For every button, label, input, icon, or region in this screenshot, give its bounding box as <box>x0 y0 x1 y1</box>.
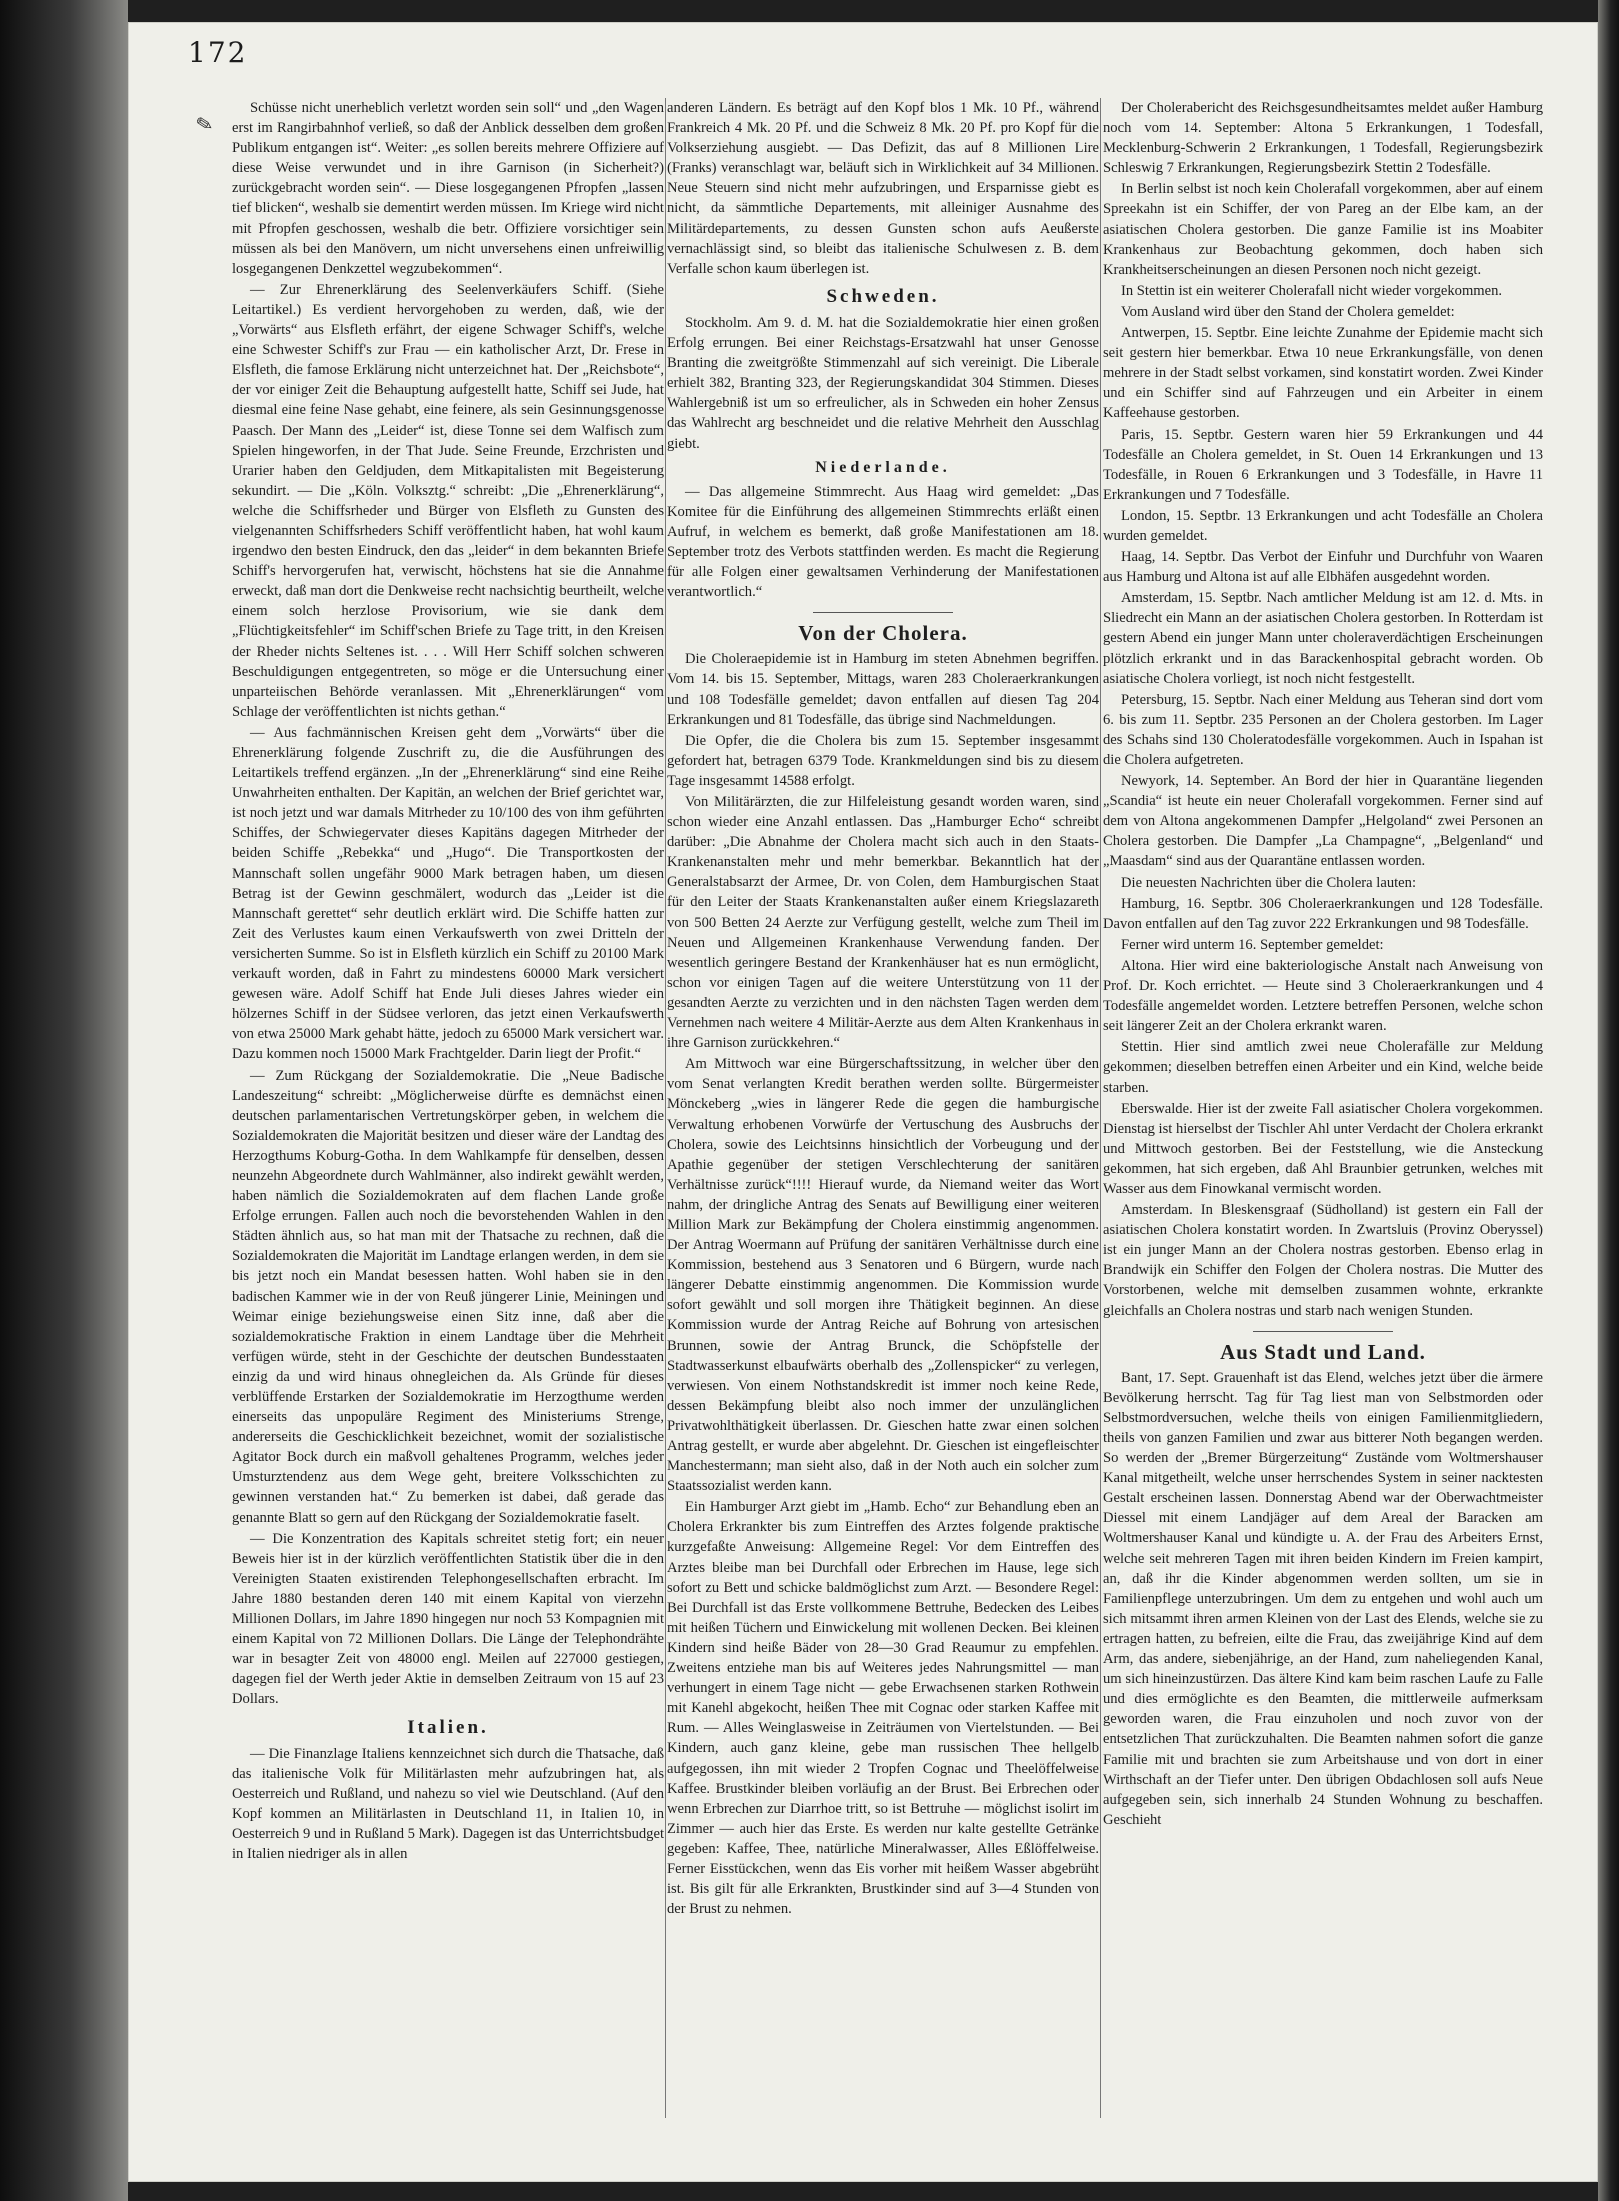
article-paragraph: Der Cholerabericht des Reichsgesundheitsamtes meldet außer Hamburg noch vom 14. September: Altona 5 Erkrankungen, 1 Todesfall, Mecklenburg-Schwerin 2 Erkrankungen, 1 Todesfall, Regierungsbezirk Schleswig 7 Erkrankungen, Regierungsbezirk Stettin 2 Todesfälle. <box>1103 100 1543 177</box>
article-paragraph: In Berlin selbst ist noch kein Cholerafall vorgekommen, aber auf einem Spreekahn ist ein Schiffer, der von Pareg an der Elbe kam, an der asiatischen Cholera gestorben. Die ganze Familie ist ins Moabiter Krankenhaus zur Beobachtung gekommen, doch haben sich Krankheitserscheinungen an diesen Personen noch nicht gezeigt. <box>1103 181 1543 278</box>
column-rule-2 <box>1100 98 1101 2118</box>
section-divider <box>1253 1331 1393 1332</box>
article-paragraph: Bant, 17. Sept. Grauenhaft ist das Elend, welches jetzt über die ärmere Bevölkerung herrscht. Tag für Tag liest man von Selbstmorden oder Selbstmordversuchen, welche theils von einigen Familienmitgliedern, theils von ganzen Familien und zwar aus bitterer Noth begangen werden. So werden der „Bremer Bürgerzeitung“ Zustände vom Woltmershauser Kanal mitgetheilt, welche unser herrschendes System in seiner nacktesten Gestalt erscheinen lassen. Donnerstag Abend war der Oberwachtmeister Diessel mit einem Landjäger auf dem Areal der Baracken am Woltmershauser Kanal und kündigte u. A. der Frau des Arbeiters Ernst, welche seit mehreren Tagen mit ihren beiden Kindern im Freien kampirt, an, daß ihr die Kinder abgenommen werden sollten, um sie in Familienpflege unterzubringen. Um dem zu entgehen und wohl auch um sich mitsammt ihren armen Kleinen von der Last des Elends, welche sie zu ertragen hatten, zu befreien, eilte die Frau, das zweijährige Kind auf dem Arm, das andere, siebenjährige, an der Hand, zum naheliegenden Kanal, um sich hineinzustürzen. Das ältere Kind kam beim raschen Laufe zu Falle und dies ermöglichte es den Beamten, die mittlerweile aufmerksam geworden waren, die Frau einzuholen und noch zuvor von der entsetzlichen That zurückzuhalten. Die Beamten nahmen sofort die ganze Familie mit und brachten sie zum Arbeitshause und von dort in einer Wirthschaft an der Tiefer unter. Den übrigen Obdachlosen soll aufs Neue aufgegeben sein, sich innerhalb 24 Stunden Wohnung zu beschaffen. Geschieht <box>1103 1369 1543 1828</box>
page-edge-shadow <box>1598 0 1619 2201</box>
article-paragraph: Schüsse nicht unerheblich verletzt worden sein soll“ und „den Wagen erst im Rangirbahnhof verließ, so daß der Anblick desselben dem großen Publikum entgangen ist“. Weiter: „es sollen bereits mehrere Offiziere auf diese Weise verwundet und in ihre Garnison (in Sicherheit?) zurückgebracht worden sein“. — Diese losgegangenen Pfropfen „lassen tief blicken“, weshalb sie dementirt werden müssen. Im Kriege wird nicht mit Pfropfen geschossen, weshalb die betr. Offiziere vorsichtiger sein müssen als bei den Manövern, um nicht unversehens einen unfreiwillig losgegangenen Denkzettel wegzubekommen“. <box>232 100 664 277</box>
column-2 <box>667 98 1099 1920</box>
article-paragraph: Newyork, 14. September. An Bord der hier in Quarantäne liegenden „Scandia“ ist heute ein neuer Cholerafall vorgekommen. Ferner sind auf dem von Altona angekommenen Dampfer „Helgoland“ zwei Personen an Cholera gestorben. Die Dampfer „La Champagne“, „Belgenland“ und „Maasdam“ sind aus der Quarantäne entlassen worden. <box>1103 773 1543 870</box>
article-paragraph: — Aus fachmännischen Kreisen geht dem „Vorwärts“ über die Ehrenerklärung folgende Zuschrift zu, die die Ausführungen des Leitartikels treffend ergänzen. „In der „Ehrenerklärung“ sind eine Reihe Unwahrheiten enthalten. Der Kapitän, an welchen der Brief gerichtet war, ist noch jetzt und war damals Mitrheder zu 10/100 des von ihm geführten Schiffes, der Schwiegervater dieses Kapitäns dagegen Mitrheder der beiden Schiffe „Rebekka“ und „Hugo“. Die Transportkosten der Mannschaft sollen ungefähr 9000 Mark betragen haben, um diesen Betrag ist der Gewinn geschmälert, wodurch das „Leider ist die Mannschaft gerettet“ sehr deutlich erklärt wird. Die Schiffe hatten zur Zeit des Verlustes kaum einen Verkaufswerth von zwei Dritteln der versicherten Summe. So ist in Elsfleth kürzlich ein Schiff zu 20100 Mark verkauft worden, daß in Fahrt zu mindestens 60000 Mark versichert gewesen wäre. Adolf Schiff hat Ende Juli dieses Jahres wieder ein hölzernes Schiff in der Südsee verloren, das jetzt einen Verkaufswerth von etwa 25000 Mark gehabt hätte, jedoch zu 65000 Mark versichert war. Dazu kommen noch 15000 Mark Frachtgelder. Darin liegt der Profit.“ <box>232 724 664 1063</box>
section-divider <box>813 612 953 613</box>
article-paragraph: Amsterdam. In Bleskensgraaf (Südholland) ist gestern ein Fall der asiatischen Cholera konstatirt worden. In Zwartsluis (Provinz Oberyssel) ist ein junger Mann an der Cholera nostras gestorben. Ebenso erlag in Brandwijk ein Schiffer den Folgen der Cholera nostras. Die Mutter des Vorstorbenen, welche mit demselben zusammen wohnte, erkrankte gleichfalls an Cholera nostras und starb nach wenigen Stunden. <box>1103 1202 1543 1319</box>
article-paragraph: Die neuesten Nachrichten über die Cholera lauten: <box>1121 874 1416 891</box>
article-paragraph: Antwerpen, 15. Septbr. Eine leichte Zunahme der Epidemie macht sich seit gestern hier bemerkbar. Etwa 10 neue Erkrankungsfälle, von denen mehrere in der Stadt selbst vorkamen, sind konstatirt worden. Zwei Kinder und ein Schiffer sind auf Fahrzeugen und ein Arbeiter in einem Kaffeehause gestorben. <box>1103 325 1543 422</box>
section-heading-cholera: Von der Cholera. <box>798 621 968 646</box>
column-3 <box>1103 98 1543 1831</box>
book-binding-shadow <box>0 0 128 2201</box>
article-paragraph: Die Choleraepidemie ist in Hamburg im steten Abnehmen begriffen. Vom 14. bis 15. September, Mittags, waren 283 Choleraerkrankungen und 108 Todesfälle gemeldet; davon entfallen auf diesen Tag 204 Erkrankungen und 81 Todesfälle, das übrige sind Nachmeldungen. <box>667 651 1099 728</box>
section-heading-italien: Italien. <box>407 1716 489 1738</box>
article-paragraph: Stockholm. Am 9. d. M. hat die Sozialdemokratie hier einen großen Erfolg errungen. Bei einer Reichstags-Ersatzwahl hat unser Genosse Branting die zweitgrößte Stimmenzahl auf sich vereinigt. Die Liberale erhielt 382, Branting 323, der Regierungskandidat 304 Stimmen. Dieses Wahlergebniß ist um so erfreulicher, als in Schweden ein hoher Zensus das Wahlrecht arg beschneidet und die relative Mehrheit den Ausschlag giebt. <box>667 314 1099 452</box>
article-paragraph: Altona. Hier wird eine bakteriologische Anstalt nach Anweisung von Prof. Dr. Koch errichtet. — Heute sind 3 Choleraerkrankungen und 4 Todesfälle angemeldet worden. Letztere betreffen Personen, welche schon seit längerer Zeit an der Cholera erkrankt waren. <box>1103 957 1543 1035</box>
article-paragraph: Vom Ausland wird über den Stand der Cholera gemeldet: <box>1121 303 1455 320</box>
column-rule-1 <box>665 98 666 2118</box>
article-paragraph: London, 15. Septbr. 13 Erkrankungen und acht Todesfälle an Cholera wurden gemeldet. <box>1103 507 1543 544</box>
article-paragraph: — Die Finanzlage Italiens kennzeichnet sich durch die Thatsache, daß das italienische Volk für Militärlasten mehr aufzubringen hat, als Oesterreich und Rußland, und nahezu so viel wie Deutschland. (Auf den Kopf kommen an Militärlasten in Deutschland 11, in Italien 10, in Oesterreich 9 und in Rußland 5 Mark). Dagegen ist das Unterrichtsbudget in Italien niedriger als in allen <box>232 1745 664 1863</box>
article-paragraph: Hamburg, 16. Septbr. 306 Choleraerkrankungen und 128 Todesfälle. Davon entfallen auf den Tag zuvor 222 Erkrankungen und 98 Todesfälle. <box>1103 895 1543 932</box>
section-heading-schweden: Schweden. <box>826 285 940 307</box>
article-paragraph: Amsterdam, 15. Septbr. Nach amtlicher Meldung ist am 12. d. Mts. in Sliedrecht ein Mann an der asiatischen Cholera gestorben. In Rotterdam ist gestern Abend ein junger Mann unter choleraverdächtigen Erscheinungen plötzlich erkrankt und in das Barackenhospital gebracht worden. Ob asiatische Cholera vorliegt, ist noch nicht festgestellt. <box>1103 590 1543 687</box>
article-paragraph: Ein Hamburger Arzt giebt im „Hamb. Echo“ zur Behandlung eben an Cholera Erkrankter bis zum Eintreffen des Arztes folgende praktische kurzgefaßte Anweisung: Allgemeine Regel: Vor dem Eintreffen des Arztes bleibe man bei Durchfall oder Erbrechen im Hause, lege sich sofort zu Bett und schicke baldmöglichst zum Arzt. — Besondere Regel: Bei Durchfall ist das Erste vollkommene Bettruhe, Bedecken des Leibes mit heißen Tüchern und Einwickelung mit wollenen Decken. Bei kleinen Kindern sind heiße Bäder von 28—30 Grad Reaumur zu empfehlen. Zweitens entziehe man bis auf Weiteres jedes Nahrungsmittel — man verhungert in einem Tage nicht — gebe Erwachsenen starken Rothwein mit Kanehl abgekocht, heißen Thee mit Cognac oder starken Kaffee mit Rum. — Alles Weinglasweise in Zeiträumen von Viertelstunden. — Bei Kindern, auch ganz kleine, gebe man russischen Thee hellgelb aufgegossen, ihn mit wieder 2 Tropfen Cognac und Theelöffelweise Kaffee. Brustkinder bleiben vorläufig an der Brust. Bei Erbrechen oder wenn Erbrechen zur Diarrhoe tritt, so ist Bettruhe — möglichst isolirt im Zimmer — auch hier das Erste. Es werden nur kalte gestellte Getränke gegeben: Kaffee, Thee, natürliche Mineralwasser, Alles Eßlöffelweise. Ferner Eisstückchen, wenn das Eis vorher mit heißem Wasser abgebrüht ist. Bis gilt für alle Erkrankten, Brustkinder sind auf 3—4 Stunden von der Brust zu nehmen. <box>667 1499 1099 1918</box>
article-paragraph: — Das allgemeine Stimmrecht. Aus Haag wird gemeldet: „Das Komitee für die Einführung des allgemeinen Stimmrechts erläßt einen Aufruf, in welchem es bemerkt, daß große Manifestationen am 18. September trotz des Verbots stattfinden werden. Es macht die Regierung für alle Folgen einer gewaltsamen Verhinderung der Manifestationen verantwortlich.“ <box>667 483 1099 601</box>
article-paragraph: Ferner wird unterm 16. September gemeldet: <box>1121 936 1384 953</box>
article-paragraph: — Die Konzentration des Kapitals schreitet stetig fort; ein neuer Beweis hier ist in der kürzlich veröffentlichten Statistik über die in den Vereinigten Staaten existirenden Telephongesellschaften erbracht. Im Jahre 1880 bestanden deren 140 mit einem Kapital von vierzehn Millionen Dollars, im Jahre 1890 hingegen nur noch 53 Kompagnien mit einem Kapital von 72 Millionen Dollars. Die Länge der Telephondrähte war in besagter Zeit von 48000 engl. Meilen auf 227000 gestiegen, dagegen fiel der Werth jeder Aktie in demselben Zeitraum von 15 auf 23 Dollars. <box>232 1530 664 1708</box>
article-paragraph: — Zur Ehrenerklärung des Seelenverkäufers Schiff. (Siehe Leitartikel.) Es verdient hervorgehoben zu werden, daß, wie der „Vorwärts“ aus Elsfleth erfährt, der eigene Schwager Schiff's, welche eine Schwester Schiff's zur Frau — ein katholischer Arzt, Dr. Frese in Elsfleth, die famose Erklärung nicht unterzeichnet hat. Der „Reichsbote“, der vor einiger Zeit die Behauptung aufgestellt hatte, Schiff sei Jude, hat diesmal eine feine Nase gehabt, eine feinere, als sein Gesinnungsgenosse Paasch. Der Mann des „Leider“ ist, diese Tonne sei dem Walfisch zum Spielen hingeworfen, in der That Jude. Seine Freunde, Erzchristen und Urarier haben den Geldjuden, dem Mitkapitalisten mit Begeisterung sekundirt. — Die „Köln. Volksztg.“ schreibt: „Die „Ehrenerklärung“, welche die Schiffsrheder und Bürger von Elsfleth zu Gunsten des vielgenannten Schiffsrheders Schiff veröffentlicht haben, hat wohl kaum irgendwo den besten Eindruck, den das „leider“ in dem bekannten Briefe Schiff's hervorgerufen hat, verwischt, höchstens hat sie die Annahme erweckt, daß man dort die Denkweise recht nachsichtig beurtheilt, welche einem solch herzlose Provisorium, wie sie dank dem „Flüchtigkeitsfehler“ im Schiff'schen Briefe zu Tage tritt, in den Kreisen der Rheder nichts Seltenes ist. . . . Will Herr Schiff solchen schweren Beschuldigungen entgegentreten, so möge er die Untersuchung einer unparteiischen Behörde veranlassen. Mit „Ehrenerklärungen“ vom Schlage der veröffentlichten ist nichts gethan.“ <box>232 281 664 720</box>
article-paragraph: Haag, 14. Septbr. Das Verbot der Einfuhr und Durchfuhr von Waaren aus Hamburg und Altona ist auf alle Elbhäfen ausgedehnt worden. <box>1103 549 1543 586</box>
article-paragraph: Petersburg, 15. Septbr. Nach einer Meldung aus Teheran sind dort vom 6. bis zum 11. Septbr. 235 Personen an der Cholera gestorben. Im Lager des Schahs sind 130 Choleratodesfälle vorgekommen. Auch in Ispahan ist die Cholera aufgetreten. <box>1103 691 1543 768</box>
article-paragraph: anderen Ländern. Es beträgt auf den Kopf blos 1 Mk. 10 Pf., während Frankreich 4 Mk. 20 Pf. und die Schweiz 8 Mk. 20 Pf. pro Kopf für die Volkserziehung ausgiebt. — Das Defizit, das auf 8 Millionen Lire (Franks) veranschlagt war, beläuft sich in Wirklichkeit auf 34 Millionen. Neue Steuern sind nicht mehr aufzubringen, und Ersparnisse giebt es nicht, da sämmtliche Departements, mit alleiniger Ausnahme des Militärdepartements, zu dessen Gunsten schon aufs Aeußerste vernachlässigt sind, so bleibt das italienische Schulwesen z. B. dem Verfalle schon kaum überlegen ist. <box>667 100 1099 277</box>
margin-pencil-mark: ✎ <box>193 110 216 138</box>
article-paragraph: Von Militärärzten, die zur Hilfeleistung gesandt worden waren, sind schon wieder eine Anzahl entlassen. Das „Hamburger Echo“ schreibt darüber: „Die Abnahme der Cholera macht sich auch in den Staats-Krankenanstalten mehr und mehr bemerkbar. Bekanntlich hat der Generalstabsarzt der Armee, Dr. von Colen, dem Hamburgischen Staat für den Leiter der Staats Krankenanstalten außer einem Kriegslazareth von 500 Betten 24 Aerzte zur Verfügung gestellt, welche zum Theil im Neuen und Allgemeinen Krankenhause Verwendung fanden. Der wesentlich geringere Bestand der Krankenhäuser hat es nun ermöglicht, schon vor einigen Tagen auf die weitere Unterstützung von 11 der gesandten Aerzte zu verzichten und in den nächsten Tagen werden dem Vernehmen nach weitere 4 Militär-Aerzte aus dem Alten Krankenhaus in ihre Garnison zurückkehren.“ <box>667 794 1099 1052</box>
section-heading-stadt-und-land: Aus Stadt und Land. <box>1220 1339 1426 1364</box>
article-paragraph: Am Mittwoch war eine Bürgerschaftssitzung, in welcher über den vom Senat verlangten Kredit berathen werden sollte. Bürgermeister Mönckeberg „wies in längerer Rede die gegen die hamburgische Verwaltung erhobenen Vorwürfe der Vertuschung des Ausbruchs der Cholera, sowie des Leichtsinns hinsichtlich der Vorbeugung und der Apathie gegenüber der stetigen Verschlechterung der sanitären Verhältnisse zurück“!!!! Hierauf wurde, da Niemand weiter das Wort nahm, der dringliche Antrag des Senats auf Bewilligung einer weiteren Million Mark zur Bekämpfung der Cholera einstimmig angenommen. Der Antrag Woermann auf Prüfung der sanitären Verhältnisse durch eine Kommission, bestehend aus 3 Senatoren und 6 Bürgern, wurde nach längerer Debatte einstimmig angenommen. Die Kommission wurde sofort gewählt und soll morgen ihre Thätigkeit beginnen. An diese Kommission wurde der Antrag Reiche auf Bohrung von artesischen Brunnen, sowie der Antrag Brunck, die Schöpfstelle der Stadtwasserkunst elbaufwärts oberhalb des „Zollenspicker“ zu verlegen, verwiesen. Von einem Nothstandskredit ist immer noch keine Rede, dessen Bekämpfung bleibt also noch immer der unzulänglichen Privatwohlthätigkeit überlassen. Dr. Gieschen hatte zwar einen solchen Antrag gestellt, er wurde aber abgelehnt. Dr. Gieschen ist eingefleischter Manchestermann; man sieht also, daß in der Noth auch ein solcher zum Staatssozialist werden kann. <box>667 1056 1099 1495</box>
article-paragraph: Paris, 15. Septbr. Gestern waren hier 59 Erkrankungen und 44 Todesfälle an Cholera gemeldet, in St. Ouen 14 Erkrankungen und 13 Todesfälle, in Rouen 6 Erkrankungen und 3 Todesfälle, in Havre 11 Erkrankungen und 7 Todesfälle. <box>1103 426 1543 503</box>
column-1 <box>232 98 664 1865</box>
article-paragraph: — Zum Rückgang der Sozialdemokratie. Die „Neue Badische Landeszeitung“ schreibt: „Möglicherweise dürfte es demnächst einen deutschen parlamentarischen Vertretungskörper geben, in welchem die Sozialdemokraten die Majorität besitzen und dieser wäre der Landtag des Herzogthums Koburg-Gotha. In dem Wahlkampfe für denselben, dessen neunzehn Abgeordnete durch Wahlmänner, also indirekt gewählt werden, haben nämlich die Sozialdemokraten auf dem flachen Lande große Erfolge errungen. Fallen auch noch die bevorstehenden Wahlen in den Städten ähnlich aus, so hat man mit der Thatsache zu rechnen, daß die Sozialdemokraten die Majorität im Landtage erlangen werden, in dem sie bis jetzt noch ein Mandat besessen hatten. Wohl haben sie in den badischen Kammer wie in der von Reuß jüngerer Linie, Meiningen und Weimar einige beziehungsweise einen Sitz inne, daß aber die sozialdemokratische Fraktion in einem Landtage über die Mehrheit verfügen würde, steht in der Geschichte der deutschen Bundesstaaten einzig da und wird hinaus ohnegleichen da. Als Gründe für dieses verblüffende Erstarken der Sozialdemokratie im Herzogthume werden einerseits das unpopuläre Regiment des Ministeriums Strenge, andererseits die Geschicklichkeit bezeichnet, womit der sozialistische Agitator Bock durch ein maßvoll gehaltenes Programm, welches jeder Umsturztendenz aus dem Wege geht, breitere Volksschichten zu gewinnen verstanden hat.“ Zu bemerken ist dabei, daß gerade das genannte Blatt so gern auf den Rückgang der Sozialdemokratie faselt. <box>232 1067 664 1526</box>
article-paragraph: Eberswalde. Hier ist der zweite Fall asiatischer Cholera vorgekommen. Dienstag ist hierselbst der Tischler Ahl unter Verdacht der Cholera erkrankt und Mittwoch gestorben. Bei der Feststellung, wie die Ansteckung gekommen, hat sich ergeben, daß Ahl Braunbier getrunken, welches mit Wasser aus dem Finowkanal vermischt worden. <box>1103 1100 1543 1197</box>
page-number: 172 <box>188 36 248 69</box>
article-paragraph: In Stettin ist ein weiterer Cholerafall nicht wieder vorgekommen. <box>1121 282 1503 299</box>
article-paragraph: Die Opfer, die die Cholera bis zum 15. September insgesammt gefordert hat, betragen 6379 Tode. Krankmeldungen sind bis zu diesem Tage insgesammt 14588 erfolgt. <box>667 732 1099 789</box>
section-heading-niederlande: Niederlande. <box>815 458 951 476</box>
article-paragraph: Stettin. Hier sind amtlich zwei neue Cholerafälle zur Meldung gekommen; dieselben betreffen einen Arbeiter und ein Kind, welche beide starben. <box>1103 1039 1543 1096</box>
